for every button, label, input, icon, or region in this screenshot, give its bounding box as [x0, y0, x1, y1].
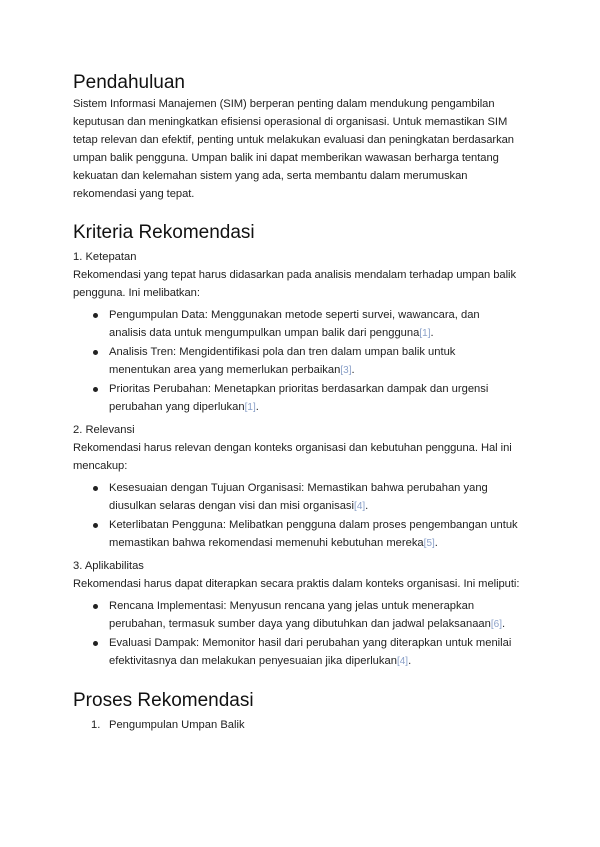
- citation-link[interactable]: [6]: [490, 619, 503, 630]
- list-item-text: Pengumpulan Umpan Balik: [109, 719, 245, 731]
- list-item-text: Prioritas Perubahan: Menetapkan prioritas berdasarkan dampak dan urgensi perubahan yang diperlukan: [109, 383, 489, 413]
- list-item-text: Rencana Implementasi: Menyusun rencana yang jelas untuk menerapkan perubahan, termasuk sumber daya yang dibutuhkan dan jadwal pelaksanaan: [109, 600, 491, 630]
- citation-link[interactable]: [5]: [423, 538, 435, 549]
- citation-link[interactable]: [3]: [340, 365, 352, 376]
- citation-link[interactable]: [4]: [396, 656, 409, 667]
- criteria-paragraph-relevansi: Rekomendasi harus relevan dengan konteks organisasi dan kebutuhan pengguna. Hal ini mencakup:: [73, 442, 512, 472]
- bullet-icon: [93, 523, 98, 528]
- list-item: Pengumpulan Data: Menggunakan metode seperti survei, wawancara, dan analisis data untuk mengumpulkan umpan balik dari pengguna[1].: [109, 306, 530, 343]
- list-item: [91, 716, 530, 734]
- citation-link[interactable]: [1]: [419, 328, 431, 339]
- list-item: Kesesuaian dengan Tujuan Organisasi: Memastikan bahwa perubahan yang diusulkan selaras dengan visi dan misi organisasi[4].: [109, 479, 530, 516]
- list-item-text: Kesesuaian dengan Tujuan Organisasi: Memastikan bahwa perubahan yang diusulkan selaras dengan visi dan misi organisasi: [109, 482, 488, 512]
- intro-heading: Pendahuluan: [73, 72, 185, 93]
- criteria-subheading-aplikabilitas: 3. Aplikabilitas: [73, 560, 144, 572]
- list-item: Analisis Tren: Mengidentifikasi pola dan tren dalam umpan balik untuk menentukan area yang memerlukan perbaikan[3].: [109, 343, 530, 380]
- list-item: Rencana Implementasi: Menyusun rencana yang jelas untuk menerapkan perubahan, termasuk sumber daya yang dibutuhkan dan jadwal pelaksanaan[6].: [109, 597, 530, 634]
- criteria-subheading-ketepatan: 1. Ketepatan: [73, 251, 137, 263]
- bullet-icon: [93, 350, 98, 355]
- bullet-icon: [93, 387, 98, 392]
- bullet-list-relevansi: [73, 479, 530, 553]
- list-item: Keterlibatan Pengguna: Melibatkan pengguna dalam proses pengembangan untuk memastikan bahwa rekomendasi memenuhi kebutuhan mereka[5].: [109, 516, 530, 553]
- bullet-icon: [93, 313, 98, 318]
- criteria-subheading-relevansi: 2. Relevansi: [73, 424, 135, 436]
- list-item: Evaluasi Dampak: Memonitor hasil dari perubahan yang diterapkan untuk menilai efektivitasnya dan melakukan penyesuaian jika diperlukan[4].: [109, 634, 530, 671]
- bullet-icon: [93, 486, 98, 491]
- list-item-text: Pengumpulan Data: Menggunakan metode seperti survei, wawancara, dan analisis data untuk mengumpulkan umpan balik dari pengguna: [109, 309, 480, 339]
- list-item-text: Keterlibatan Pengguna: Melibatkan pengguna dalam proses pengembangan untuk memastikan bahwa rekomendasi memenuhi kebutuhan mereka: [109, 519, 518, 549]
- bullet-icon: [93, 604, 98, 609]
- list-number: 1.: [91, 719, 101, 731]
- citation-link[interactable]: [1]: [244, 402, 256, 413]
- intro-paragraph: Sistem Informasi Manajemen (SIM) berperan penting dalam mendukung pengambilan keputusan dan meningkatkan efisiensi operasional di organisasi. Untuk memastikan SIM tetap relevan dan efektif, penting untuk melakukan evaluasi dan peningkatan berdasarkan umpan balik pengguna. Umpan balik ini dapat memberikan wawasan berharga tentang kekuatan dan kelemahan sistem yang ada, serta membantu dalam merumuskan rekomendasi yang tepat.: [73, 98, 514, 200]
- citation-link[interactable]: [4]: [354, 501, 366, 512]
- bullet-list-ketepatan: [73, 306, 530, 417]
- process-heading: Proses Rekomendasi: [73, 690, 254, 711]
- criteria-paragraph-ketepatan: Rekomendasi yang tepat harus didasarkan pada analisis mendalam terhadap umpan balik pengguna. Ini melibatkan:: [73, 269, 517, 299]
- bullet-list-aplikabilitas: [73, 597, 530, 671]
- list-item-text: Analisis Tren: Mengidentifikasi pola dan tren dalam umpan balik untuk menentukan area yang memerlukan perbaikan: [109, 346, 456, 376]
- criteria-heading: Kriteria Rekomendasi: [73, 222, 255, 243]
- list-item: Prioritas Perubahan: Menetapkan prioritas berdasarkan dampak dan urgensi perubahan yang diperlukan[1].: [109, 380, 530, 417]
- criteria-paragraph-aplikabilitas: Rekomendasi harus dapat diterapkan secara praktis dalam konteks organisasi. Ini meliputi:: [73, 578, 520, 590]
- bullet-icon: [93, 641, 98, 646]
- list-item-text: Evaluasi Dampak: Memonitor hasil dari perubahan yang diterapkan untuk menilai efektivitasnya dan melakukan penyesuaian jika diperlukan: [109, 637, 512, 667]
- numbered-list-process: [73, 716, 530, 734]
